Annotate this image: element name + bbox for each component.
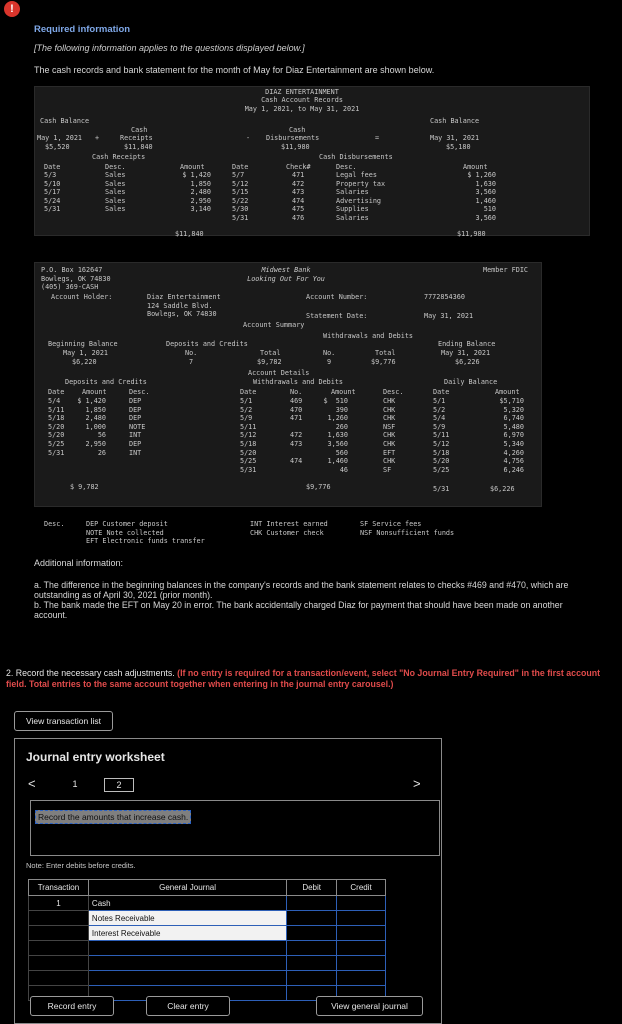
end-balance-label: Cash Balance	[430, 117, 480, 125]
daily-last-date: 5/31	[433, 485, 450, 493]
table-row	[29, 911, 386, 926]
holder-label: Account Holder:	[51, 293, 113, 301]
receipts-sum: $11,840	[175, 230, 204, 238]
dep-total-label: Total	[260, 349, 281, 357]
header-general-journal: General Journal	[88, 880, 286, 896]
daily-dates: 5/1 5/2 5/4 5/9 5/11 5/12 5/18 5/20 5/25	[433, 397, 450, 474]
end-date: May 31, 2021	[430, 134, 480, 142]
debit-field[interactable]	[287, 926, 337, 941]
end-amount: $5,180	[446, 143, 471, 151]
transaction-number	[29, 941, 89, 956]
end-bal: $6,226	[455, 358, 480, 366]
receipts-label-1: Cash	[131, 126, 148, 134]
wd-header-date: Date	[240, 388, 257, 396]
debit-field[interactable]	[287, 896, 337, 911]
view-general-journal-button[interactable]: View general journal	[316, 996, 423, 1016]
wd-sum: $9,776	[306, 483, 331, 491]
legend-col3: SF Service fees NSF Nonsufficient funds	[360, 520, 455, 537]
header-transaction: Transaction	[29, 880, 89, 896]
intro-text: The cash records and bank statement for the month of May for Diaz Entertainment are shown below.	[34, 65, 435, 75]
dep-no: 7	[189, 358, 194, 366]
daily-header-date: Date	[433, 388, 450, 396]
dep-descs: DEP DEP DEP NOTE INT DEP INT	[129, 397, 146, 457]
account-field[interactable]: Notes Receivable	[88, 911, 286, 926]
info-note: [The following information applies to the questions displayed below.]	[34, 43, 305, 53]
legend-col1: DEP Customer deposit NOTE Note collected EFT Electronic funds transfer	[86, 520, 205, 546]
view-transaction-list-button[interactable]: View transaction list	[14, 711, 113, 731]
acct-num: 7772854360	[424, 293, 465, 301]
clear-entry-button[interactable]: Clear entry	[146, 996, 230, 1016]
page-2-tab[interactable]: 2	[104, 778, 134, 792]
wd-section-title: Withdrawals and Debits	[253, 378, 344, 386]
worksheet-title: Journal entry worksheet	[26, 750, 165, 764]
acct-num-label: Account Number:	[306, 293, 368, 301]
begin-bal-date: May 1, 2021	[63, 349, 109, 357]
transaction-number	[29, 926, 89, 941]
journal-header-row	[29, 880, 386, 896]
prev-arrow-icon[interactable]: <	[28, 776, 36, 791]
additional-item-b: b. The bank made the EFT on May 20 in error. The bank accidentally charged Diaz for payment that should have been made on another account.	[34, 600, 563, 620]
credit-field[interactable]	[337, 956, 386, 971]
transaction-number: 1	[29, 896, 89, 911]
record-entry-button[interactable]: Record entry	[30, 996, 114, 1016]
transaction-number	[29, 911, 89, 926]
journal-table	[28, 879, 386, 1001]
table-row	[29, 941, 386, 956]
stmt-date-label: Statement Date:	[306, 312, 368, 320]
receipts-label-2: Receipts	[120, 134, 153, 142]
dep-header-desc: Desc.	[129, 388, 150, 396]
bank-address: P.O. Box 162647 Bowlegs, OK 74830 (405) 369-CASH	[41, 266, 111, 292]
dep-amounts: $ 1,420 1,850 2,480 1,000 56 2,950 26	[77, 397, 106, 457]
transaction-number	[29, 956, 89, 971]
table-row	[29, 956, 386, 971]
begin-amount: $5,520	[45, 143, 70, 151]
credit-field[interactable]	[337, 971, 386, 986]
end-bal-date: May 31, 2021	[441, 349, 491, 357]
wd-descs: CHK CHK CHK NSF CHK CHK EFT CHK SF	[383, 397, 396, 474]
additional-info-title: Additional information:	[34, 558, 124, 568]
disb-header-desc: Desc.	[336, 163, 357, 171]
credit-field[interactable]	[337, 896, 386, 911]
wd-header-desc: Desc.	[383, 388, 404, 396]
table-row	[29, 971, 386, 986]
credit-field[interactable]	[337, 941, 386, 956]
details-label: Account Details	[248, 369, 310, 377]
next-arrow-icon[interactable]: >	[413, 776, 421, 791]
required-heading: Required information	[34, 24, 131, 35]
header-credit: Credit	[337, 880, 386, 896]
dep-total: $9,782	[257, 358, 282, 366]
account-field[interactable]	[88, 956, 286, 971]
holder-info: Diaz Entertainment 124 Saddle Blvd. Bowlegs, OK 74830	[147, 293, 221, 319]
worksheet-instruction: Record the amounts that increase cash.	[35, 810, 191, 824]
disb-sum: $11,980	[457, 230, 486, 238]
begin-bal: $6,220	[72, 358, 97, 366]
disb-header-check: Check#	[286, 163, 311, 171]
daily-header-amount: Amount	[495, 388, 520, 396]
debit-field[interactable]	[287, 941, 337, 956]
question-number-text: 2. Record the necessary cash adjustments.	[6, 668, 175, 678]
debit-field[interactable]	[287, 956, 337, 971]
dep-section-title: Deposits and Credits	[65, 378, 147, 386]
disb-descs: Legal fees Property tax Salaries Advertising Supplies Salaries	[336, 171, 386, 222]
wd-header-no: No.	[290, 388, 303, 396]
account-field[interactable]: Cash	[88, 896, 286, 911]
transaction-number	[29, 971, 89, 986]
additional-item-a: a. The difference in the beginning balances in the company's records and the bank statement relates to checks #469 and #470, which are outstanding as of April 30, 2021 (prior month).	[34, 580, 569, 600]
dep-no-label: No.	[185, 349, 198, 357]
dep-dates: 5/4 5/11 5/18 5/20 5/20 5/25 5/31	[48, 397, 65, 457]
wd-header-amount: Amount	[331, 388, 356, 396]
legend-label: Desc.	[44, 520, 65, 528]
receipts-header-amount: Amount	[180, 163, 205, 171]
account-field[interactable]: Interest Receivable	[88, 926, 286, 941]
wd-no-label: No.	[323, 349, 336, 357]
wd-no: 9	[327, 358, 332, 366]
receipts-header-date: Date	[44, 163, 61, 171]
disb-amounts: $ 1,260 1,630 3,560 1,460 510 3,560	[467, 171, 496, 222]
begin-bal-label: Beginning Balance	[48, 340, 118, 348]
wd-amounts: $ 510 390 1,260 260 1,630 3,560 560 1,460 46	[323, 397, 348, 474]
receipts-section-title: Cash Receipts	[92, 153, 146, 161]
disb-section-title: Cash Disbursements	[319, 153, 393, 161]
disb-checks: 471 472 473 474 475 476	[292, 171, 305, 222]
question-text	[6, 668, 618, 690]
bank-name: Midwest Bank	[261, 266, 311, 274]
debit-field[interactable]	[287, 911, 337, 926]
summary-wd-label: Withdrawals and Debits	[323, 332, 414, 340]
receipts-amounts: $ 1,420 1,850 2,480 2,950 3,140	[182, 171, 211, 214]
debit-field[interactable]	[287, 971, 337, 986]
company-name: DIAZ ENTERTAINMENT	[265, 88, 339, 96]
question-instruction: (If no entry is required for a transaction/event, select "No Journal Entry Required" in the first account field. Total entries to the same account together when entering in the journal entry carousel.)	[6, 668, 601, 689]
header-debit: Debit	[287, 880, 337, 896]
disb-header-date: Date	[232, 163, 249, 171]
disb-label-1: Cash	[289, 126, 306, 134]
disb-total: $11,980	[281, 143, 310, 151]
debits-note: Note: Enter debits before credits.	[26, 861, 136, 870]
disb-label-2: Disbursements	[266, 134, 320, 142]
begin-balance-label: Cash Balance	[40, 117, 90, 125]
receipts-total: $11,840	[124, 143, 153, 151]
table-row	[29, 896, 386, 911]
bank-slogan: Looking Out For You	[247, 275, 325, 283]
credit-field[interactable]	[337, 926, 386, 941]
summary-label: Account Summary	[243, 321, 305, 329]
plus-sign: +	[95, 134, 100, 142]
daily-amounts: $5,710 5,320 6,740 5,480 6,970 5,340 4,260 4,756 6,246	[499, 397, 524, 474]
table-row	[29, 926, 386, 941]
records-period: May 1, 2021, to May 31, 2021	[244, 105, 360, 113]
receipts-descs: Sales Sales Sales Sales Sales	[105, 171, 126, 214]
additional-info-list	[34, 580, 594, 620]
daily-last-amount: $6,226	[490, 485, 515, 493]
instruction-box	[30, 800, 440, 856]
account-field[interactable]	[88, 971, 286, 986]
receipts-header-desc: Desc.	[105, 163, 126, 171]
receipts-dates: 5/3 5/10 5/17 5/24 5/31	[44, 171, 61, 214]
wd-total-label: Total	[375, 349, 396, 357]
page-1-tab[interactable]: 1	[72, 779, 78, 789]
records-title: Cash Account Records	[261, 96, 343, 104]
disb-dates: 5/7 5/12 5/15 5/22 5/30 5/31	[232, 171, 249, 222]
minus-sign: -	[246, 134, 251, 142]
account-field[interactable]	[88, 941, 286, 956]
alert-icon: !	[4, 1, 20, 17]
credit-field[interactable]	[337, 911, 386, 926]
wd-numbers: 469 470 471 472 473 474	[290, 397, 303, 466]
dep-header-date: Date	[48, 388, 65, 396]
member-fdic: Member FDIC	[483, 266, 529, 274]
dep-header-amount: Amount	[82, 388, 107, 396]
dep-sum: $ 9,782	[70, 483, 99, 491]
disb-header-amount: Amount	[463, 163, 488, 171]
wd-dates: 5/1 5/2 5/9 5/11 5/12 5/18 5/20 5/25 5/31	[240, 397, 257, 474]
end-bal-label: Ending Balance	[438, 340, 496, 348]
daily-section-title: Daily Balance	[444, 378, 498, 386]
summary-deposits-label: Deposits and Credits	[166, 340, 248, 348]
stmt-date: May 31, 2021	[424, 312, 474, 320]
legend-col2: INT Interest earned CHK Customer check	[250, 520, 328, 537]
wd-total: $9,776	[371, 358, 396, 366]
equals-sign: =	[375, 134, 380, 142]
begin-date: May 1, 2021	[37, 134, 83, 142]
